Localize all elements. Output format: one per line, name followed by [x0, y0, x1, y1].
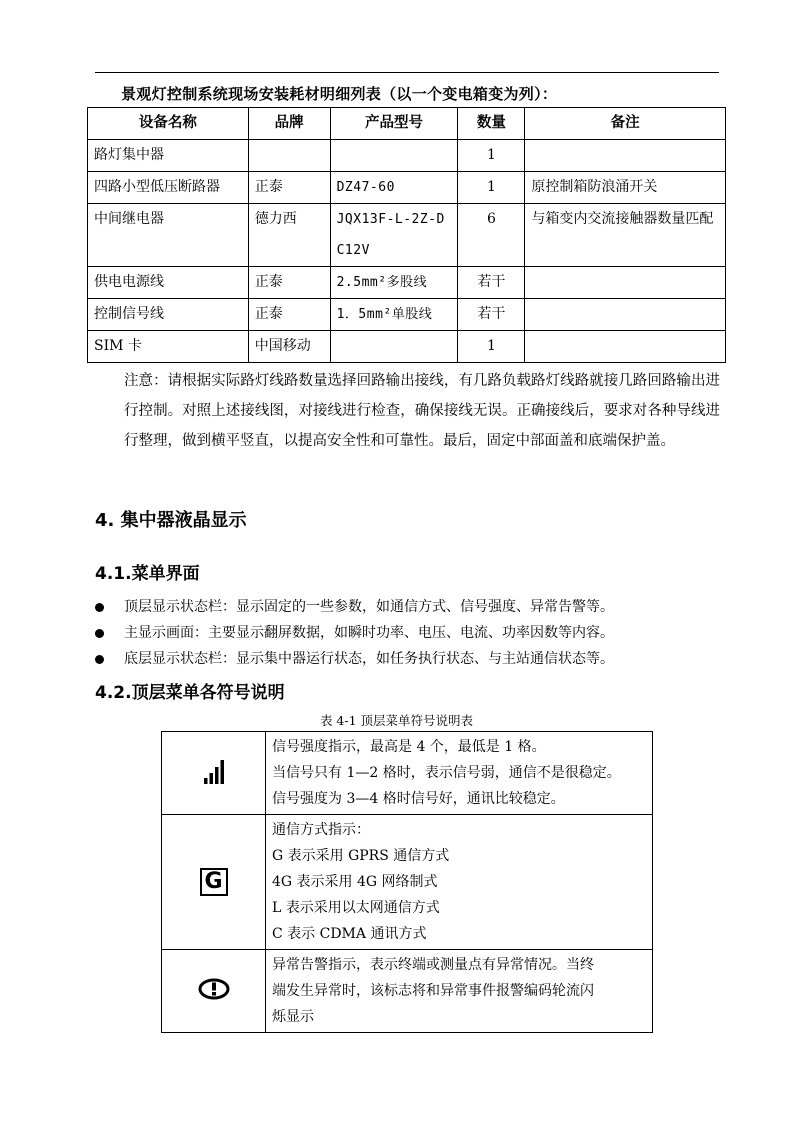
- quantity-cell: 1: [458, 331, 525, 363]
- materials-caption: 景观灯控制系统现场安装耗材明细列表（以一个变电箱变为列）：: [121, 85, 558, 103]
- table-row: [88, 331, 726, 363]
- header-cell: 产品型号: [330, 108, 458, 140]
- table-header-row: [88, 108, 726, 140]
- remark-cell: [525, 140, 726, 172]
- g-comm-mode-icon: G: [200, 868, 228, 896]
- note-text: 注意：请根据实际路灯线路数量选择回路输出接线，有几路负载路灯线路就接几路回路输出进行控制。对照上述接线图，对接线进行检查，确保接线无误。正确接线后，要求对各种导线进行整理，做到横平竖直，以提高安全性和可靠性。最后，固定中部面盖和底端保护盖。: [124, 373, 720, 449]
- list-item: [95, 620, 715, 646]
- description-line: 信号强度指示，最高是 4 个，最低是 1 格。: [272, 739, 546, 755]
- table-row: [88, 267, 726, 299]
- description-line: G 表示采用 GPRS 通信方式: [272, 848, 450, 864]
- section-heading-4: 4. 集中器液晶显示: [95, 510, 247, 531]
- model-cell: DZ47-60: [330, 172, 458, 204]
- brand-cell: 正泰: [248, 267, 330, 299]
- signal-strength-icon: [203, 758, 225, 784]
- table-row: [88, 140, 726, 172]
- bullet-text: 主显示画面：主要显示翻屏数据，如瞬时功率、电压、电流、功率因数等内容。: [124, 625, 614, 641]
- remark-cell: 与箱变内交流接触器数量匹配: [525, 204, 726, 267]
- description-line: 异常告警指示，表示终端或测量点有异常情况。当终: [272, 957, 594, 973]
- brand-cell: 德力西: [248, 204, 330, 267]
- quantity-cell: 若干: [458, 299, 525, 331]
- icon-cell: [162, 732, 266, 815]
- bullet-icon: [95, 629, 104, 638]
- quantity-cell: 6: [458, 204, 525, 267]
- alarm-exclamation-icon: [197, 978, 231, 1000]
- bullet-icon: [95, 655, 104, 664]
- brand-cell: [248, 140, 330, 172]
- remark-cell: [525, 267, 726, 299]
- description-line: 端发生异常时，该标志将和异常事件报警编码轮流闪: [272, 983, 594, 999]
- icon-cell: [162, 815, 266, 950]
- quantity-cell: 1: [458, 172, 525, 204]
- section-heading-4-1: 4.1.菜单界面: [95, 564, 200, 584]
- bullet-text: 底层显示状态栏：显示集中器运行状态，如任务执行状态、与主站通信状态等。: [124, 651, 614, 667]
- header-cell: 备注: [525, 108, 726, 140]
- table-row: [162, 732, 653, 815]
- device-name-cell: 控制信号线: [88, 299, 249, 331]
- brand-cell: 正泰: [248, 172, 330, 204]
- description-line: C 表示 CDMA 通讯方式: [272, 926, 427, 942]
- description-line: 烁显示: [272, 1009, 314, 1025]
- symbol-table-caption: 表 4-1 顶层菜单符号说明表: [319, 713, 474, 728]
- quantity-cell: 若干: [458, 267, 525, 299]
- installation-note: [124, 366, 720, 456]
- header-cell: 设备名称: [88, 108, 249, 140]
- device-name-cell: 供电电源线: [88, 267, 249, 299]
- symbol-table: [161, 731, 653, 1033]
- header-rule: [95, 72, 719, 73]
- table-row: [88, 172, 726, 204]
- header-cell: 品牌: [248, 108, 330, 140]
- description-line: 4G 表示采用 4G 网络制式: [272, 874, 438, 890]
- description-line: 通信方式指示：: [272, 822, 370, 838]
- list-item: [95, 646, 715, 672]
- model-cell: [330, 140, 458, 172]
- device-name-cell: SIM 卡: [88, 331, 249, 363]
- model-cell: JQX13F-L-2Z-DC12V: [330, 204, 458, 267]
- table-row: [162, 950, 653, 1033]
- description-cell: [266, 732, 653, 815]
- remark-cell: [525, 299, 726, 331]
- table-row: [88, 204, 726, 267]
- description-line: L 表示采用以太网通信方式: [272, 900, 440, 916]
- quantity-cell: 1: [458, 140, 525, 172]
- icon-cell: [162, 950, 266, 1033]
- materials-table: [87, 107, 726, 363]
- section-heading-4-2: 4.2.顶层菜单各符号说明: [95, 683, 285, 703]
- brand-cell: 中国移动: [248, 331, 330, 363]
- list-item: [95, 594, 715, 620]
- device-name-cell: 四路小型低压断路器: [88, 172, 249, 204]
- model-cell: [330, 331, 458, 363]
- bullet-icon: [95, 603, 104, 612]
- description-cell: [266, 815, 653, 950]
- table-row: [162, 815, 653, 950]
- menu-bullet-list: [95, 594, 715, 672]
- description-cell: [266, 950, 653, 1033]
- description-line: 信号强度为 3—4 格时信号好，通讯比较稳定。: [272, 791, 565, 807]
- remark-cell: [525, 331, 726, 363]
- header-cell: 数量: [458, 108, 525, 140]
- bullet-text: 顶层显示状态栏：显示固定的一些参数，如通信方式、信号强度、异常告警等。: [124, 599, 614, 615]
- model-cell: 1．5mm²单股线: [330, 299, 458, 331]
- device-name-cell: 路灯集中器: [88, 140, 249, 172]
- brand-cell: 正泰: [248, 299, 330, 331]
- model-cell: 2.5mm²多股线: [330, 267, 458, 299]
- description-line: 当信号只有 1—2 格时，表示信号弱，通信不是很稳定。: [272, 765, 621, 781]
- device-name-cell: 中间继电器: [88, 204, 249, 267]
- remark-cell: 原控制箱防浪涌开关: [525, 172, 726, 204]
- table-row: [88, 299, 726, 331]
